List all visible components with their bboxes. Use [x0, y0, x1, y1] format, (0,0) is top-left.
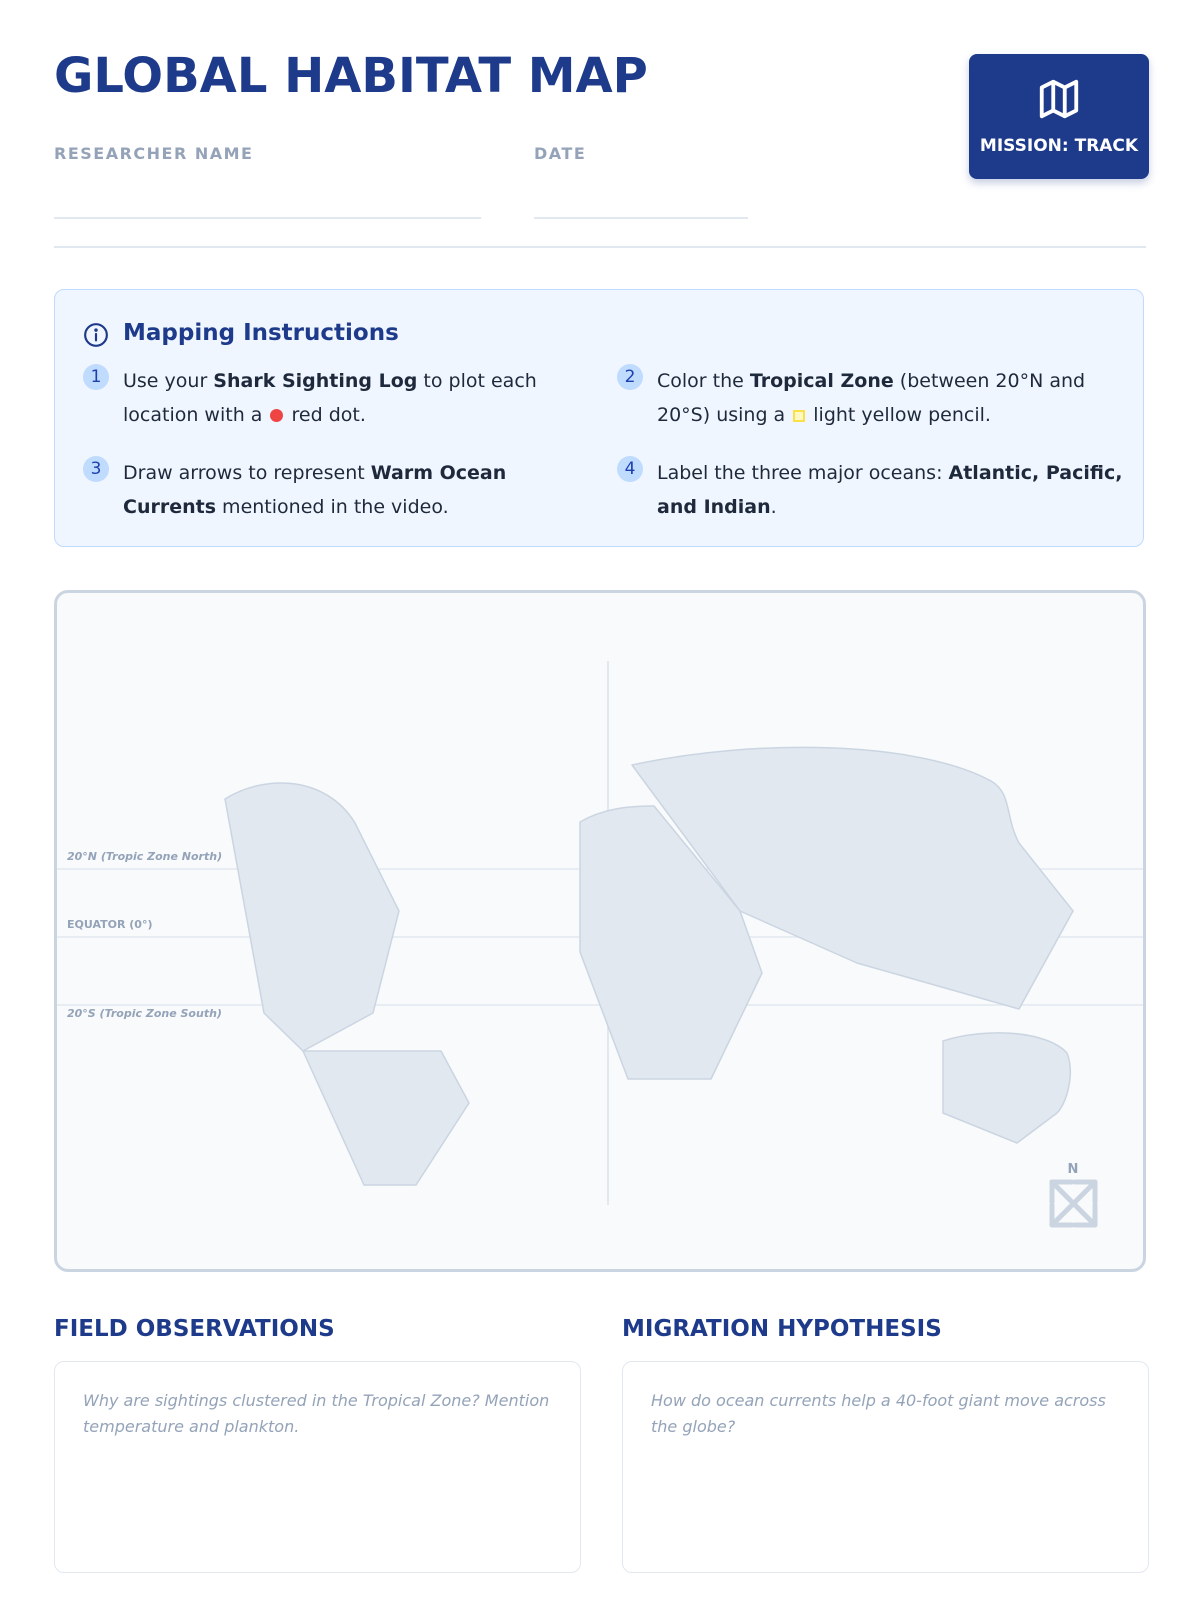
step-text-run: Draw arrows to represent [123, 462, 371, 484]
step-text-run: (between 20°N and 20°S) using a [657, 370, 1086, 426]
compass-icon [1052, 1182, 1095, 1225]
field-observations-title: FIELD OBSERVATIONS [54, 1316, 335, 1342]
step-text-run: mentioned in the video. [216, 496, 449, 518]
step-keyword: Shark Sighting Log [213, 370, 418, 392]
step-text-run: Color the [657, 370, 750, 392]
mission-badge-label: MISSION: TRACK [979, 136, 1139, 156]
step-text-run: red dot. [285, 404, 366, 426]
step-text [657, 364, 1127, 432]
date-field[interactable] [534, 217, 748, 219]
step-text-run: to plot each location with a [123, 370, 537, 426]
field-observations-prompt: Why are sightings clustered in the Tropical Zone? Mention temperature and plankton. [83, 1391, 550, 1436]
step-number: 4 [617, 456, 643, 482]
australia-shape [943, 1033, 1070, 1143]
date-label: DATE [534, 144, 587, 163]
step-keyword: Atlantic, Pacific, and Indian [657, 462, 1123, 518]
step-text-run: . [770, 496, 777, 518]
migration-hypothesis-box[interactable] [622, 1361, 1149, 1573]
field-observations-box[interactable] [54, 1361, 581, 1573]
yellow-square-swatch [793, 410, 805, 422]
step-number: 1 [83, 364, 109, 390]
tropic-north-label: 20°N (Tropic Zone North) [67, 850, 223, 863]
instructions-panel [54, 289, 1144, 547]
south-america-shape [303, 1051, 469, 1185]
migration-hypothesis-title: MIGRATION HYPOTHESIS [622, 1316, 942, 1342]
compass-north-label: N [1067, 1162, 1079, 1177]
step-text [123, 364, 593, 432]
step-keyword: Tropical Zone [749, 370, 894, 392]
step-text [123, 456, 593, 524]
map-icon [1036, 76, 1082, 122]
header-divider [54, 246, 1146, 248]
page-title: GLOBAL HABITAT MAP [54, 48, 648, 104]
step-number: 3 [83, 456, 109, 482]
step-text-run: light yellow pencil. [807, 404, 991, 426]
red-dot-swatch [270, 409, 283, 422]
step-number: 2 [617, 364, 643, 390]
mission-badge [969, 54, 1149, 179]
researcher-name-label: RESEARCHER NAME [54, 144, 254, 163]
world-map-drawing [57, 593, 1143, 1269]
world-map[interactable] [54, 590, 1146, 1272]
step-text [657, 456, 1127, 524]
instructions-title: Mapping Instructions [123, 320, 399, 346]
equator-label: EQUATOR (0°) [67, 918, 153, 931]
north-america-shape [225, 783, 399, 1051]
tropic-south-label: 20°S (Tropic Zone South) [67, 1007, 222, 1020]
researcher-name-field[interactable] [54, 217, 481, 219]
step-keyword: Warm Ocean Currents [123, 462, 507, 518]
step-text-run: Label the three major oceans: [657, 462, 949, 484]
info-icon [83, 322, 109, 348]
step-text-run: Use your [123, 370, 214, 392]
migration-hypothesis-prompt: How do ocean currents help a 40-foot giant move across the globe? [651, 1391, 1106, 1436]
